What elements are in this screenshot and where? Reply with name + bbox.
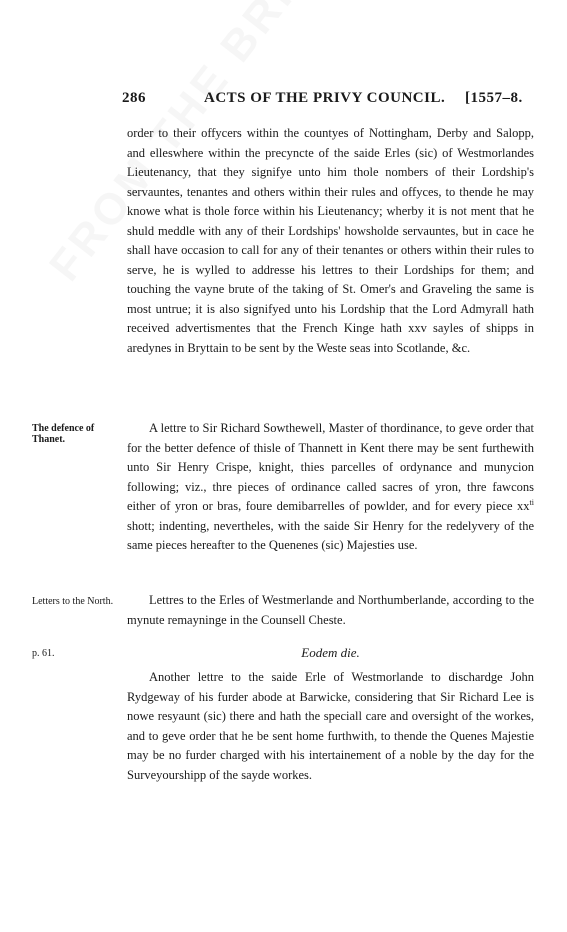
- paragraph-defence-text-a: A lettre to Sir Richard Sowthewell, Master of thordinance, to geve order that for the better defence of thisle of Thannett in Kent there may be sent furthewith unto Sir Henry Crispe, knight, thies parcelles of ordynance and munycion following; viz., thre pieces of ordinance called sacres of yron, thre fawcons either of yron or bras, foure demibarrelles of powlder, and for every piece xx: [127, 421, 534, 513]
- running-year: [1557–8.: [465, 90, 523, 106]
- paragraph-continuation: order to their offycers within the countyes of Nottingham, Derby and Salopp, and elleswhere within the precyncte of the saide Erles (sic) of Westmorlandes Lieutenancy, that they signifye unto him thole nombers of their Lordship's servauntes, tenantes and others within their rules and offyces, to thende he may knowe what is thole force within his Lieutenancy; wherby it is not ment that he shuld meddle with any of their Lordships' howsholde servauntes, but in cace he shall have occasion to call for any of their tenantes or others within their rules to serve, he is wylled to addresse his lettres to their Lordships for them; and touching the vayne brute of the taking of St. Omer's and Graveling the same is most untrue; it is also signifyed unto his Lordship that the Lord Admyrall hath received advertismentes that the French Kinge hath xxv sayles of shipps in aredynes in Bryttain to be sent by the Weste seas into Scotlande, &c.: [127, 126, 534, 355]
- margin-note-page-ref: p. 61.: [32, 648, 55, 659]
- paragraph-rydgeway: Another lettre to the saide Erle of Westmorlande to dischardge John Rydgeway of his furder abode at Barwicke, considering that Sir Richard Lee is nowe resyaunt (sic) there and hath the speciall care and oversight of the workes, and to geve order that he be sent home furthwith, to thende the Quenes Majestie may be no furder charged with his intertainement of a noble by the day for the Surveyourshipp of the sayde workes.: [127, 670, 534, 782]
- running-title: ACTS OF THE PRIVY COUNCIL.: [204, 90, 446, 106]
- margin-note-north: Letters to the North.: [32, 596, 114, 607]
- superscript-ti: ti: [529, 497, 534, 507]
- paragraph-defence-text-b: shott; indenting, nevertheles, with the saide Sir Henry for the redelyvery of the same pieces hereafter to the Quenenes (sic) Majesties use.: [127, 518, 534, 552]
- page-number: 286: [122, 90, 146, 106]
- paragraph-defence-thanet: [127, 419, 534, 556]
- paragraph-letters-north: Lettres to the Erles of Westmerlande and Northumberlande, according to the mynute remayninge in the Counsell Cheste.: [127, 593, 534, 627]
- date-heading: Eodem die.: [301, 645, 360, 660]
- margin-note-defence: The defence of Thanet.: [32, 423, 95, 445]
